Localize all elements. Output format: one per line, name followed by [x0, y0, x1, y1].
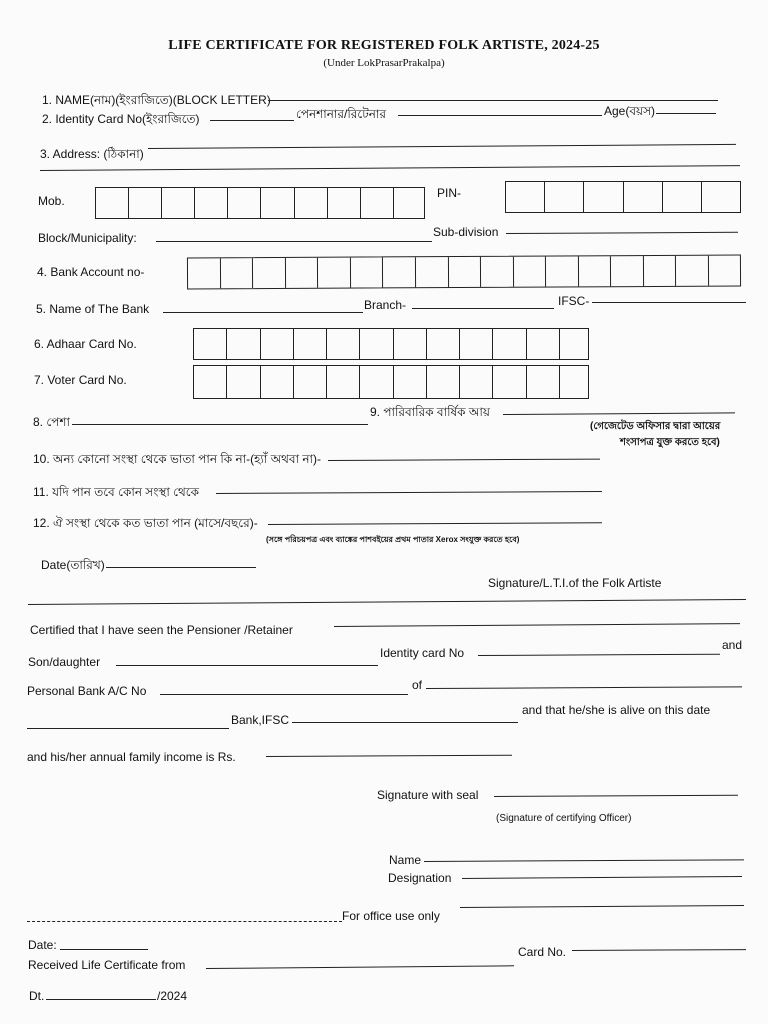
- designation-label: Designation: [388, 871, 452, 885]
- occupation-field[interactable]: [72, 424, 368, 425]
- branch-field[interactable]: [412, 308, 554, 309]
- pin-boxes[interactable]: [505, 181, 741, 213]
- of-field[interactable]: [426, 686, 742, 689]
- address-label: 3. Address: (ঠিকানা): [40, 147, 144, 161]
- q11-label: 11. যদি পান তবে কোন সংস্থা থেকে: [33, 485, 200, 499]
- age-field[interactable]: [656, 113, 716, 114]
- signature-seal-field[interactable]: [494, 795, 738, 797]
- bank-account-label: 4. Bank Account no-: [37, 265, 145, 279]
- q12-label: 12. ঐ সংস্থা থেকে কত ভাতা পান (মাসে/বছরে)-: [33, 516, 258, 530]
- xerox-note: (সঙ্গে পরিচয়পত্র এবং ব্যাঙ্কের পাশবইয়ের প্রথম পাতার Xerox সংযুক্ত করতে হবে): [266, 535, 520, 544]
- gazetted-note-2: শংসাপত্র যুক্ত করতে হবে): [620, 437, 720, 448]
- bank-ifsc-label: Bank,IFSC: [231, 713, 290, 727]
- q12-field[interactable]: [268, 522, 602, 525]
- address-field-1[interactable]: [148, 144, 736, 149]
- ifsc-label: IFSC-: [558, 294, 590, 308]
- date-label: Date(তারিখ): [41, 558, 105, 572]
- voter-label: 7. Voter Card No.: [34, 373, 127, 387]
- bank-name-field[interactable]: [163, 312, 363, 313]
- office-date-field[interactable]: [60, 949, 148, 950]
- officer-name-field[interactable]: [424, 859, 744, 862]
- ifsc-field[interactable]: [592, 302, 746, 303]
- family-income-field[interactable]: [503, 412, 735, 415]
- form-title: LIFE CERTIFICATE FOR REGISTERED FOLK ARTISTE, 2024-25: [168, 38, 600, 53]
- identity-card-no-field[interactable]: [478, 654, 720, 656]
- signature-seal-label: Signature with seal: [377, 788, 479, 802]
- separator-line: [28, 599, 746, 605]
- block-label: Block/Municipality:: [38, 231, 137, 245]
- received-from-field[interactable]: [206, 965, 514, 969]
- dt-label: Dt.: [29, 989, 45, 1003]
- form-subtitle: (Under LokPrasarPrakalpa): [323, 57, 445, 69]
- income-field[interactable]: [266, 755, 512, 757]
- voter-boxes[interactable]: [193, 365, 589, 399]
- q11-field[interactable]: [216, 491, 602, 494]
- age-label: Age(বয়স): [604, 104, 656, 118]
- pensioner-label: পেনশানার/রিটেনার: [296, 107, 386, 121]
- adhaar-label: 6. Adhaar Card No.: [34, 337, 137, 351]
- subdivision-field[interactable]: [506, 232, 738, 234]
- gazetted-note-1: (গেজেটেড অফিসার দ্বারা আয়ের: [590, 421, 721, 432]
- certified-label: Certified that I have seen the Pensioner /Retainer: [30, 623, 293, 637]
- personal-bank-field[interactable]: [160, 694, 408, 695]
- bank-ifsc-field[interactable]: [292, 722, 518, 723]
- son-daughter-label: Son/daughter: [28, 655, 101, 669]
- personal-bank-label: Personal Bank A/C No: [27, 684, 147, 698]
- identity-card-label: 2. Identity Card No(ইংরাজিতে): [42, 112, 200, 126]
- income-label: and his/her annual family income is Rs.: [27, 750, 236, 764]
- subdivision-label: Sub-division: [433, 225, 499, 239]
- bank-name-label: 5. Name of The Bank: [36, 302, 150, 316]
- office-dash-left: [27, 921, 342, 922]
- year-label: /2024: [157, 989, 188, 1003]
- mob-label: Mob.: [38, 194, 65, 208]
- mob-boxes[interactable]: [95, 187, 425, 219]
- adhaar-boxes[interactable]: [193, 328, 589, 360]
- card-no-label: Card No.: [518, 945, 567, 959]
- pensioner-field[interactable]: [398, 115, 602, 116]
- alive-label: and that he/she is alive on this date: [522, 703, 711, 717]
- designation-field[interactable]: [462, 876, 742, 879]
- office-use-label: For office use only: [342, 909, 440, 923]
- identity-card-no-label: Identity card No: [380, 646, 465, 660]
- identity-card-field[interactable]: [210, 120, 294, 121]
- office-line-right: [460, 905, 744, 908]
- q10-label: 10. অন্য কোনো সংস্থা থেকে ভাতা পান কি না-(হ্যাঁ অথবা না)-: [33, 452, 322, 466]
- office-date-label: Date:: [28, 938, 57, 952]
- and-label: and: [722, 638, 743, 652]
- received-from-label: Received Life Certificate from: [28, 958, 186, 972]
- occupation-label: 8. পেশা: [33, 415, 70, 429]
- certifying-officer-label: (Signature of certifying Officer): [496, 813, 632, 824]
- card-no-field[interactable]: [572, 949, 746, 951]
- address-field-2[interactable]: [40, 165, 740, 171]
- name-label: 1. NAME(নাম)(ইংরাজিতে)(BLOCK LETTER): [42, 93, 271, 107]
- family-income-label: 9. পারিবারিক বার্ষিক আয়: [370, 405, 490, 419]
- name-field[interactable]: [268, 100, 718, 101]
- bank-field[interactable]: [27, 728, 229, 729]
- block-field[interactable]: [156, 241, 432, 242]
- certified-field[interactable]: [334, 623, 740, 627]
- of-label: of: [412, 678, 423, 692]
- q10-field[interactable]: [328, 459, 600, 461]
- artiste-signature-label: Signature/L.T.I.of the Folk Artiste: [488, 576, 662, 590]
- pin-label: PIN-: [437, 186, 461, 200]
- bank-account-boxes[interactable]: [187, 255, 741, 290]
- dt-field[interactable]: [46, 999, 156, 1000]
- date-field[interactable]: [106, 567, 256, 568]
- officer-name-label: Name: [389, 853, 422, 867]
- son-daughter-field[interactable]: [116, 665, 378, 666]
- branch-label: Branch-: [364, 298, 407, 312]
